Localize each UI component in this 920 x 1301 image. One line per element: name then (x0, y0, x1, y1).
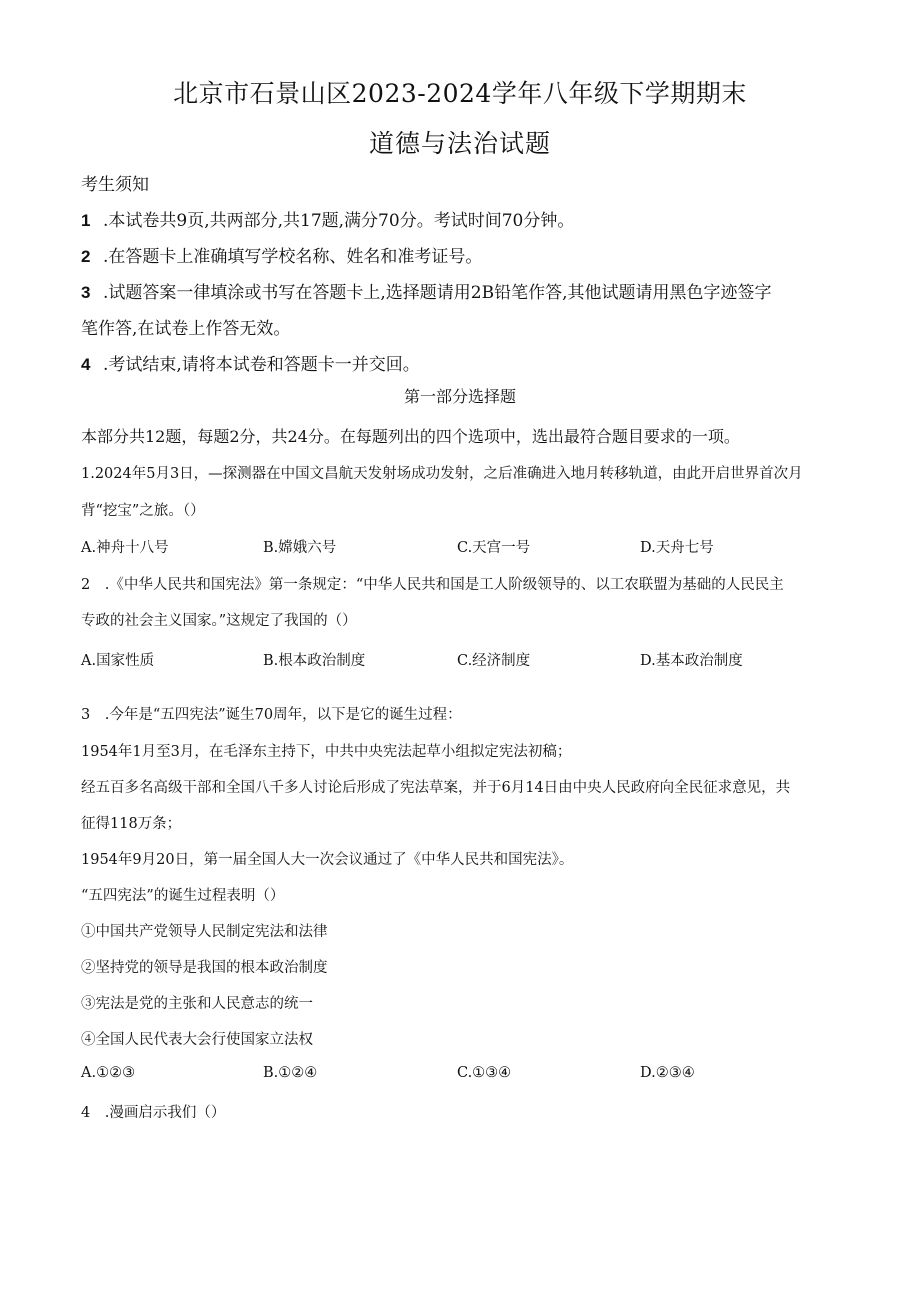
notice-item-text: .在答题卡上准确填写学校名称、姓名和准考证号。 (103, 247, 483, 267)
section-intro: 本部分共12题，每题2分，共24分。在每题列出的四个选项中，选出最符合题目要求的一项。 (81, 427, 740, 446)
option-c: C.①③④ (457, 1065, 512, 1081)
section-heading: 第一部分选择题 (403, 387, 516, 406)
question-1-line-1: 1.2024年5月3日，—探测器在中国文昌航天发射场成功发射，之后准确进入地月转移轨道，由此开启世界首次月 (81, 466, 803, 482)
question-3-statement-4: ④全国人民代表大会行使国家立法权 (81, 1032, 313, 1048)
option-b: B.①②④ (263, 1065, 318, 1081)
question-3-statement-3: ③宪法是党的主张和人民意志的统一 (81, 996, 313, 1012)
option-a: A.①②③ (81, 1065, 136, 1081)
option-a: A.神舟十八号 (81, 540, 169, 556)
option-a: A.国家性质 (81, 653, 155, 669)
exam-subtitle: 道德与法治试题 (368, 129, 551, 158)
exam-title: 北京市石景山区2023-2024学年八年级下学期期末 (173, 79, 747, 108)
notice-item-text: .试题答案一律填涂或书写在答题卡上,选择题请用2B铅笔作答,其他试题请用黑色字迹签字 (103, 283, 772, 303)
notice-item-number: 1 (81, 211, 91, 230)
option-b: B.根本政治制度 (263, 653, 366, 669)
notice-item-1 (81, 206, 841, 231)
question-3-statement-1: ①中国共产党领导人民制定宪法和法律 (81, 924, 328, 940)
question-3-line-6: “五四宪法”的诞生过程表明（） (81, 888, 285, 904)
question-3-line-4: 征得118万条； (81, 816, 182, 832)
notice-item-number: 4 (81, 355, 91, 374)
question-1-line-2: 背“挖宝”之旅。（） (81, 503, 205, 519)
question-4-line-1: 4 .漫画启示我们（） (81, 1105, 226, 1121)
question-3-line-1: 3 .今年是“五四宪法”诞生70周年，以下是它的诞生过程： (81, 707, 462, 723)
option-d: D.基本政治制度 (640, 653, 743, 669)
question-3-line-5: 1954年9月20日，第一届全国人大一次会议通过了《中华人民共和国宪法》。 (81, 852, 574, 868)
option-c: C.经济制度 (457, 653, 531, 669)
notice-heading: 考生须知 (81, 175, 149, 195)
notice-item-4 (81, 350, 841, 375)
option-c: C.天宫一号 (457, 540, 531, 556)
question-2-line-1: 2 .《中华人民共和国宪法》第一条规定：“中华人民共和国是工人阶级领导的、以工农联盟为基础的人民民主 (81, 577, 784, 593)
notice-item-number: 2 (81, 247, 91, 266)
notice-item-3-continued: 笔作答,在试卷上作答无效。 (81, 319, 291, 339)
notice-item-text: .本试卷共9页,共两部分,共17题,满分70分。考试时间70分钟。 (103, 211, 575, 231)
question-2-line-2: 专政的社会主义国家。”这规定了我国的（） (81, 613, 357, 629)
notice-item-3 (81, 278, 841, 303)
notice-item-number: 3 (81, 283, 91, 302)
option-b: B.嫦娥六号 (263, 540, 337, 556)
notice-item-text: .考试结束,请将本试卷和答题卡一并交回。 (103, 355, 420, 375)
question-3-statement-2: ②坚持党的领导是我国的根本政治制度 (81, 960, 328, 976)
option-d: D.②③④ (640, 1065, 695, 1081)
question-3-line-3: 经五百多名高级干部和全国八千多人讨论后形成了宪法草案，并于6月14日由中央人民政府向全民征求意见，共 (81, 780, 791, 796)
notice-item-2 (81, 242, 841, 267)
option-d: D.天舟七号 (640, 540, 714, 556)
question-3-line-2: 1954年1月至3月，在毛泽东主持下，中共中央宪法起草小组拟定宪法初稿； (81, 744, 572, 760)
